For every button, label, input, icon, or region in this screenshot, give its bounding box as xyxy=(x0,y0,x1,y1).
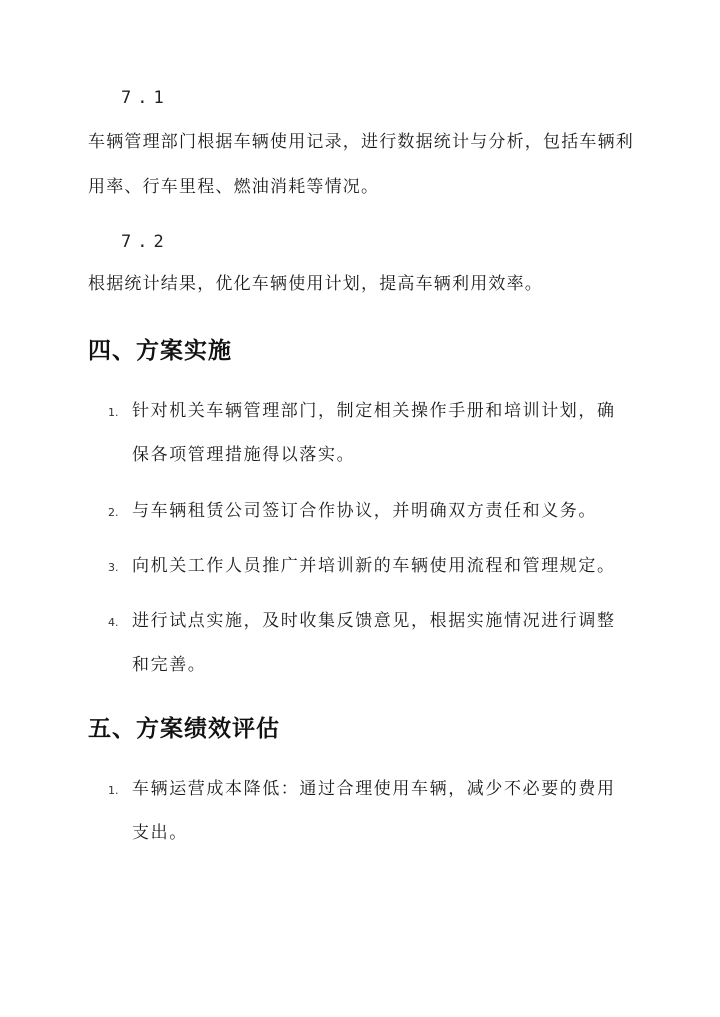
list-item xyxy=(108,544,628,590)
list-item xyxy=(108,599,628,687)
list-item xyxy=(108,489,628,535)
list-item-text: 向机关工作人员推广并培训新的车辆使用流程和管理规定。 xyxy=(132,556,616,576)
list-item-number: 3. xyxy=(108,561,119,574)
section-heading-evaluation: 五、方案绩效评估 xyxy=(88,716,280,742)
list-item-number: 2. xyxy=(108,506,119,519)
list-item-text: 与车辆租赁公司签订合作协议，并明确双方责任和义务。 xyxy=(132,501,597,521)
section-heading-implementation: 四、方案实施 xyxy=(88,338,232,364)
list-item-text: 车辆运营成本降低：通过合理使用车辆，减少不必要的费用支出。 xyxy=(132,779,616,843)
subsection-number-7-1: 7.1 xyxy=(121,88,170,108)
subsection-number-7-2: 7.2 xyxy=(121,232,170,252)
list-item-number: 1. xyxy=(108,406,119,419)
list-item-number: 1. xyxy=(108,784,119,797)
list-item xyxy=(108,767,628,855)
subsection-7-1-text: 车辆管理部门根据车辆使用记录，进行数据统计与分析，包括车辆利用率、行车里程、燃油消耗等情况。 xyxy=(88,132,634,197)
list-item-text: 针对机关车辆管理部门，制定相关操作手册和培训计划，确保各项管理措施得以落实。 xyxy=(132,401,616,465)
list-item-number: 4. xyxy=(108,616,119,629)
list-item-text: 进行试点实施，及时收集反馈意见，根据实施情况进行调整和完善。 xyxy=(132,611,616,675)
subsection-7-2-text: 根据统计结果，优化车辆使用计划，提高车辆利用效率。 xyxy=(88,274,543,294)
list-item xyxy=(108,389,628,477)
